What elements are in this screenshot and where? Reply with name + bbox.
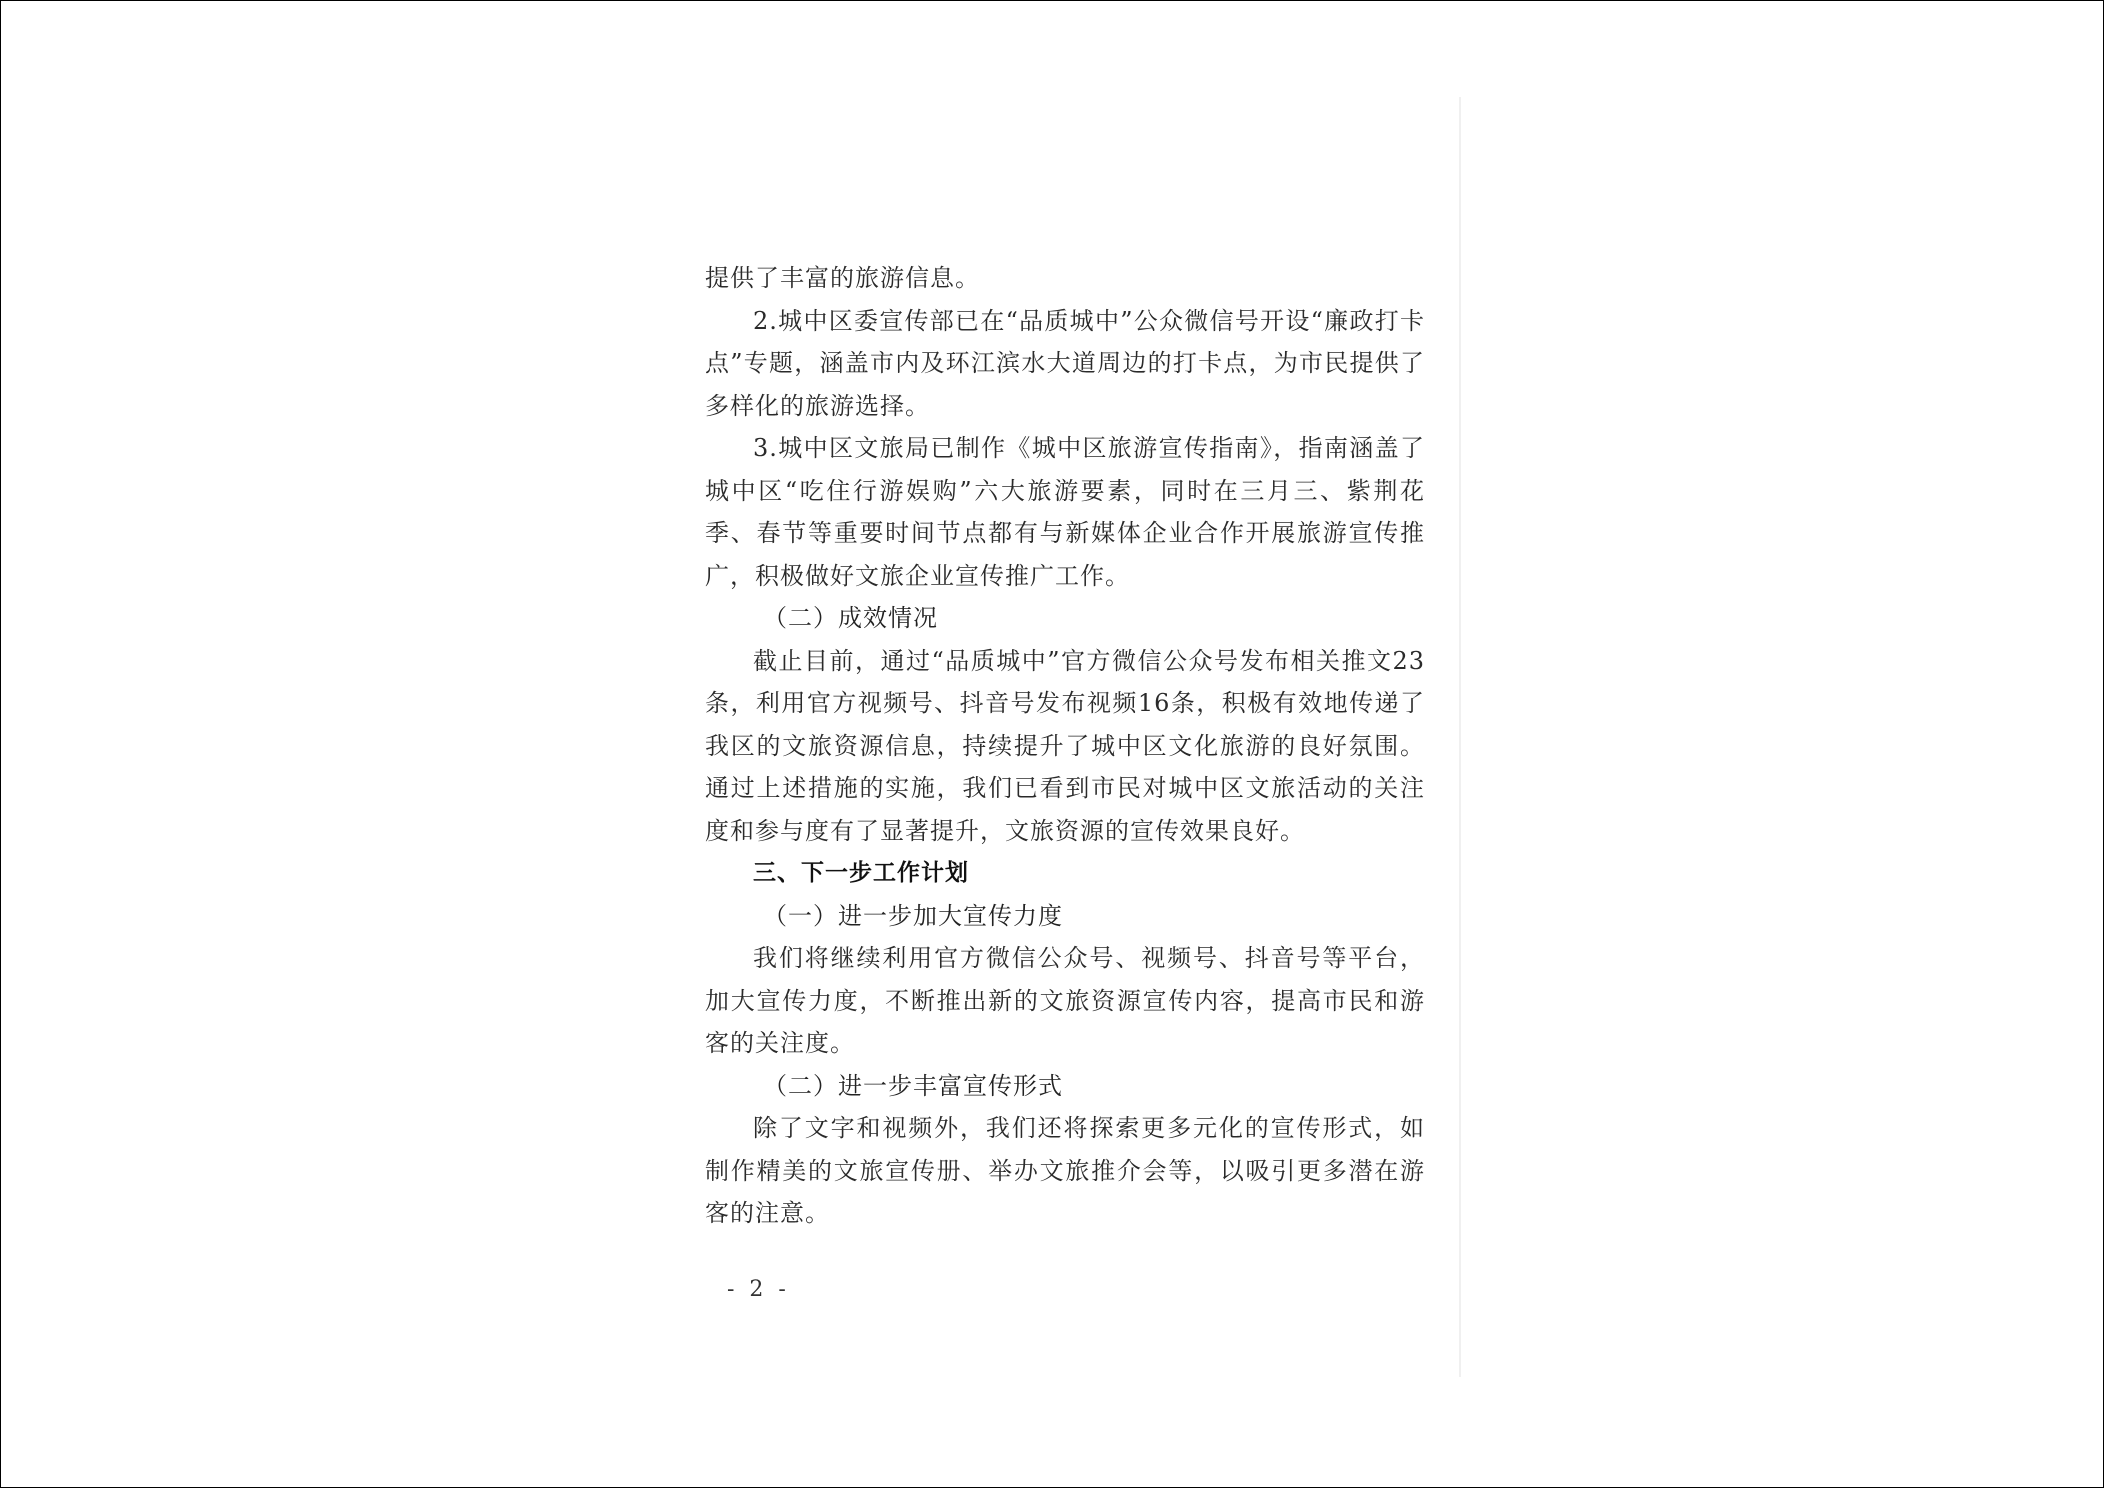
paragraph-continuation: 提供了丰富的旅游信息。 — [705, 264, 980, 292]
subheading-publicity-forms: （二）进一步丰富宣传形式 — [763, 1071, 1063, 1100]
subheading-results: （二）成效情况 — [763, 604, 938, 632]
paragraph-publicity-forms: 除了文字和视频外，我们还将探索更多元化的宣传形式，如制作精美的文旅宣传册、举办文旅推介会等，以吸引更多潜在游客的注意。 — [705, 1114, 1425, 1227]
paragraph-item-2: 2.城中区委宣传部已在“品质城中”公众微信号开设“廉政打卡点”专题，涵盖市内及环江滨水大道周边的打卡点，为市民提供了多样化的旅游选择。 — [705, 306, 1425, 420]
paragraph-results: 截止目前，通过“品质城中”官方微信公众号发布相关推文23条，利用官方视频号、抖音号发布视频16条，积极有效地传递了我区的文旅资源信息，持续提升了城中区文化旅游的良好氛围。通过上述措施的实施，我们已看到市民对城中区文旅活动的关注度和参与度有了显著提升，文旅资源的宣传效果良好。 — [705, 646, 1425, 845]
scan-edge-divider — [1459, 97, 1461, 1377]
document-body — [705, 257, 1425, 1235]
paragraph-publicity-strength: 我们将继续利用官方微信公众号、视频号、抖音号等平台，加大宣传力度，不断推出新的文旅资源宣传内容，提高市民和游客的关注度。 — [705, 944, 1425, 1057]
subheading-publicity-strength: （一）进一步加大宣传力度 — [763, 901, 1063, 930]
paragraph-item-3: 3.城中区文旅局已制作《城中区旅游宣传指南》，指南涵盖了城中区“吃住行游娱购”六大旅游要素，同时在三月三、紫荆花季、春节等重要时间节点都有与新媒体企业合作开展旅游宣传推广，积极做好文旅企业宣传推广工作。 — [705, 434, 1425, 590]
section-heading-next-steps: 三、下一步工作计划 — [753, 860, 969, 886]
page-number: - 2 - — [727, 1277, 790, 1302]
